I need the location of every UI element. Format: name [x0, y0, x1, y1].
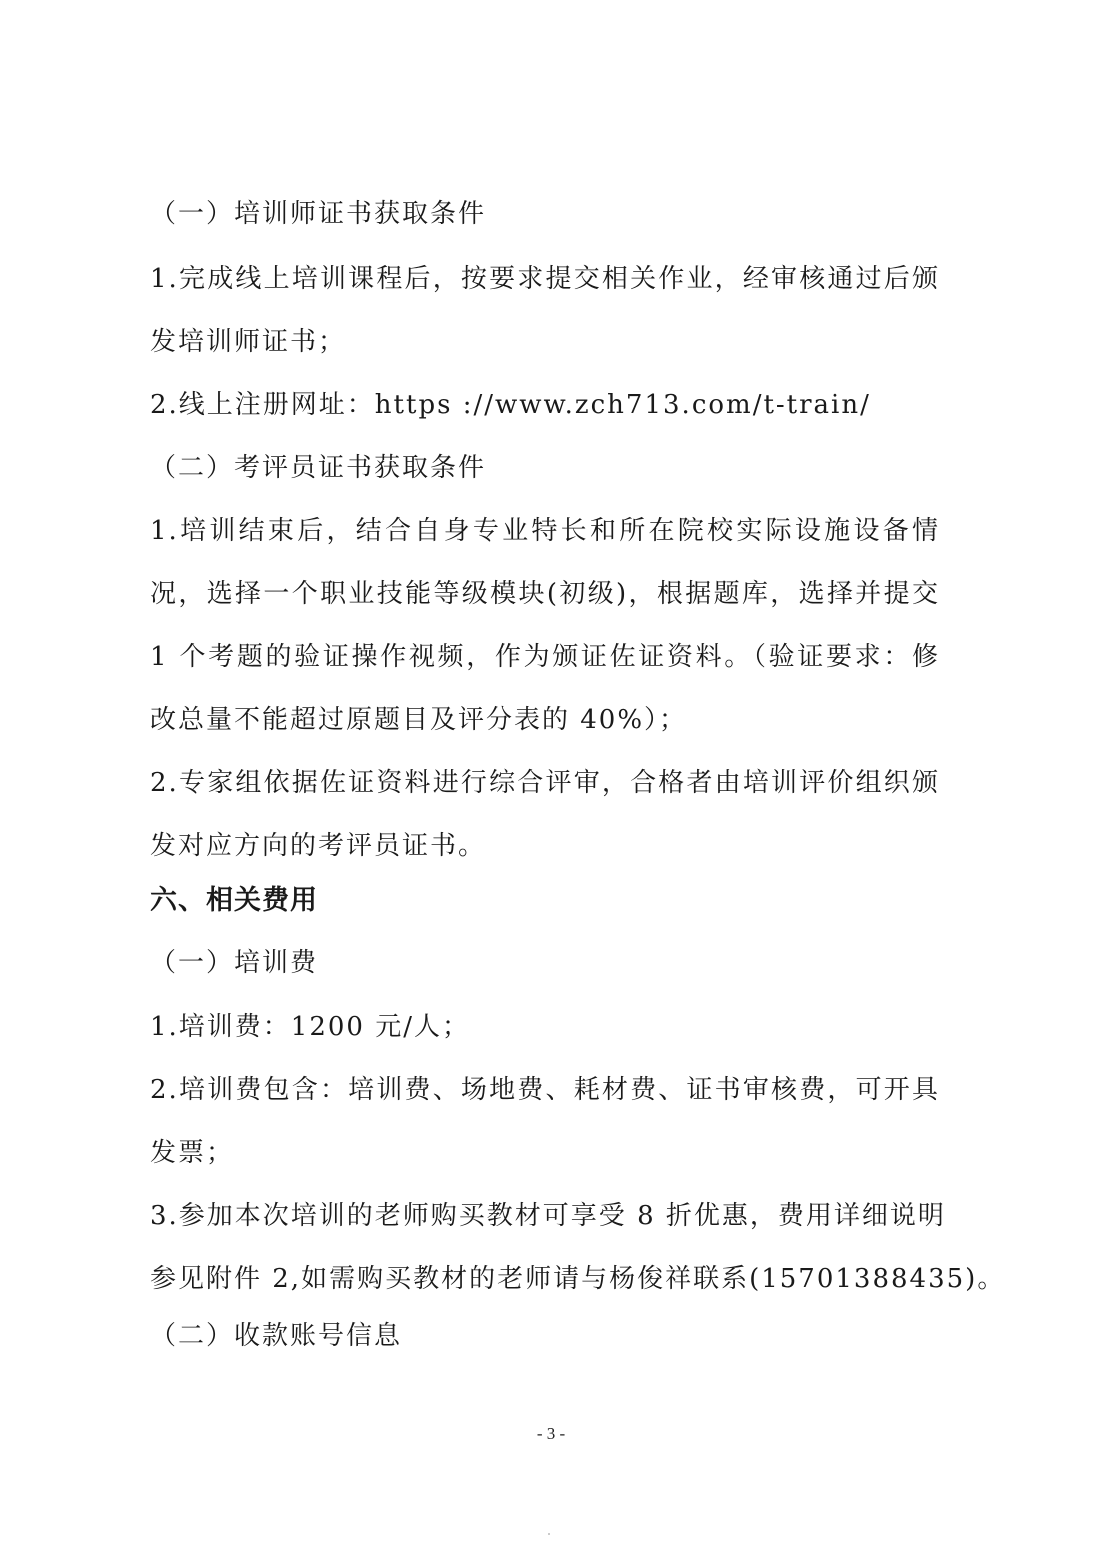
paragraph-line: 2.培训费包含：培训费、场地费、耗材费、证书审核费，可开具: [150, 1075, 940, 1105]
paragraph-line: 改总量不能超过原题目及评分表的 40%）；: [150, 705, 688, 735]
paragraph-line: 发票；: [150, 1138, 235, 1168]
subheading-training-fee: （一）培训费: [150, 948, 319, 978]
subheading-examiner-certificate-conditions: （二）考评员证书获取条件: [150, 453, 487, 483]
scan-speck: [548, 1533, 550, 1535]
paragraph-line: 1.培训结束后，结合自身专业特长和所在院校实际设施设备情: [150, 516, 940, 546]
subheading-trainer-certificate-conditions: （一）培训师证书获取条件: [150, 199, 487, 229]
paragraph-line-registration-url: 2.线上注册网址：https ://www.zch713.com/t-train/: [150, 390, 871, 420]
paragraph-line-fee-amount: 1.培训费：1200 元/人；: [150, 1012, 470, 1042]
paragraph-line: 2.专家组依据佐证资料进行综合评审，合格者由培训评价组织颁: [150, 768, 940, 798]
paragraph-line: 发培训师证书；: [150, 327, 347, 357]
page-number: - 3 -: [536, 1424, 566, 1443]
paragraph-line: 参见附件 2,如需购买教材的老师请与杨俊祥联系(15701388435)。: [150, 1264, 1006, 1294]
paragraph-line: 1.完成线上培训课程后，按要求提交相关作业，经审核通过后颁: [150, 264, 940, 294]
subheading-payment-account-info: （二）收款账号信息: [150, 1321, 403, 1351]
section-heading-related-fees: 六、相关费用: [150, 885, 318, 916]
paragraph-line: 3.参加本次培训的老师购买教材可享受 8 折优惠，费用详细说明: [150, 1201, 946, 1231]
paragraph-line: 况，选择一个职业技能等级模块(初级)，根据题库，选择并提交: [150, 579, 940, 609]
paragraph-line: 1 个考题的验证操作视频，作为颁证佐证资料。（验证要求：修: [150, 642, 940, 672]
paragraph-line: 发对应方向的考评员证书。: [150, 831, 487, 861]
